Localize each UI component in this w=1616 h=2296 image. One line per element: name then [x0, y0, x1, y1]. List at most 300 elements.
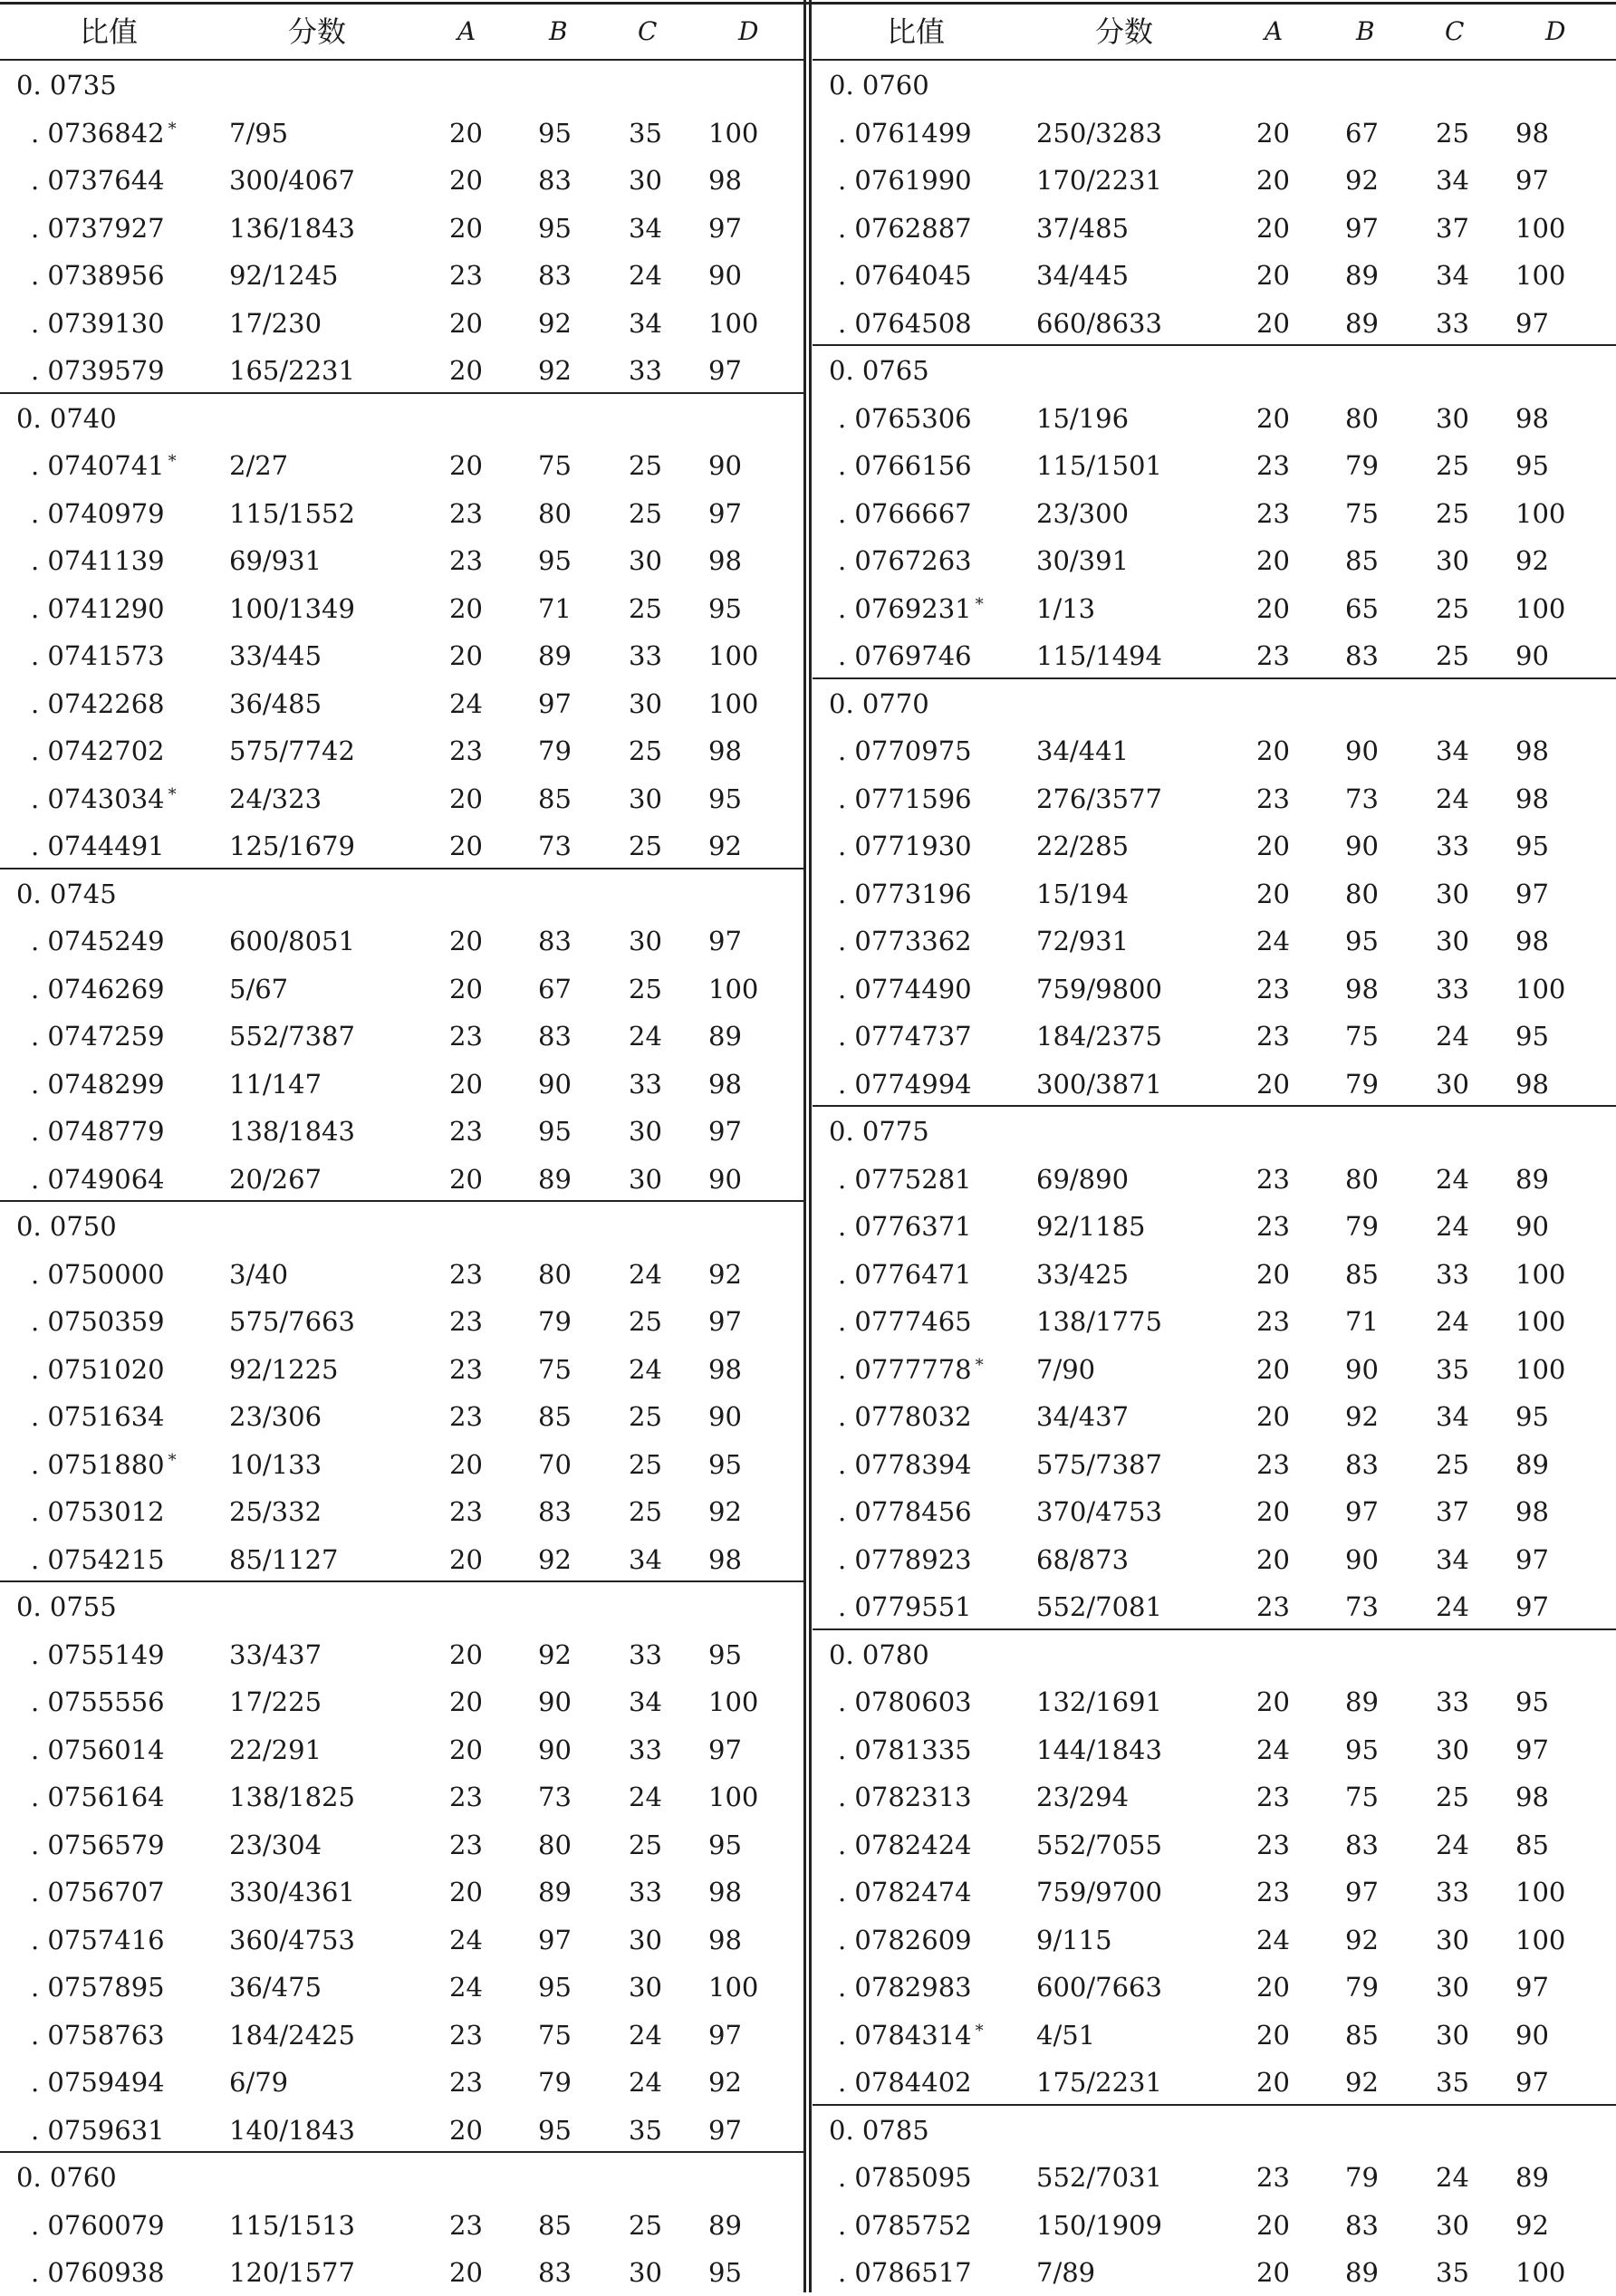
- ratio-cell: . 0742268: [31, 687, 165, 719]
- fraction-cell: 138/1825: [229, 1782, 355, 1812]
- ratio-cell: . 0784402: [838, 2067, 972, 2098]
- d-cell: 100: [1515, 1258, 1566, 1290]
- b-cell: 75: [1345, 497, 1379, 529]
- c-cell: 30: [1436, 2209, 1469, 2241]
- b-cell: 79: [1345, 450, 1379, 481]
- c-cell: 35: [1436, 2067, 1469, 2098]
- table-row: [0, 821, 806, 869]
- b-cell: 80: [538, 1258, 572, 1290]
- a-cell: 23: [1256, 973, 1290, 1004]
- c-cell: 34: [1436, 260, 1469, 291]
- table-row: [0, 1155, 806, 1203]
- b-cell: 89: [1345, 307, 1379, 339]
- a-cell: 20: [1256, 878, 1290, 909]
- header-d: D: [738, 16, 759, 46]
- fraction-cell: 34/445: [1036, 260, 1130, 291]
- table-row: [0, 204, 806, 252]
- c-cell: 25: [1436, 640, 1469, 671]
- a-cell: 20: [1256, 2067, 1290, 2098]
- ratio-cell: . 0769231 *: [838, 592, 984, 624]
- fraction-cell: 552/7081: [1036, 1591, 1162, 1622]
- c-cell: 33: [1436, 973, 1469, 1004]
- a-cell: 20: [449, 592, 483, 624]
- b-cell: 65: [1345, 592, 1379, 624]
- fraction-cell: 552/7031: [1036, 2162, 1162, 2193]
- table-row: [0, 1725, 806, 1773]
- group-label: 0. 0760: [16, 2162, 117, 2193]
- a-cell: 20: [1256, 1401, 1290, 1432]
- table-body: [0, 61, 806, 2296]
- a-cell: 23: [449, 1021, 483, 1052]
- b-cell: 97: [1345, 1496, 1379, 1527]
- ratio-cell: . 0786517: [838, 2257, 972, 2288]
- fraction-cell: 370/4753: [1036, 1496, 1162, 1527]
- fraction-cell: 36/485: [229, 687, 322, 719]
- asterisk-mark: *: [975, 1355, 984, 1375]
- d-cell: 100: [708, 1782, 759, 1812]
- a-cell: 20: [449, 212, 483, 244]
- table-row: [0, 2058, 806, 2106]
- a-cell: 23: [449, 1401, 483, 1432]
- c-cell: 25: [629, 450, 662, 481]
- fraction-cell: 7/95: [229, 117, 289, 149]
- fraction-cell: 24/323: [229, 783, 322, 814]
- a-cell: 23: [1256, 1306, 1290, 1337]
- table-row: [813, 204, 1616, 252]
- fraction-cell: 276/3577: [1036, 783, 1162, 814]
- c-cell: 33: [629, 355, 662, 386]
- d-cell: 97: [1515, 1734, 1549, 1765]
- c-cell: 24: [1436, 1591, 1469, 1622]
- table-row: [0, 965, 806, 1013]
- group-header-row: [0, 394, 806, 442]
- c-cell: 24: [1436, 1829, 1469, 1860]
- a-cell: 20: [449, 1543, 483, 1575]
- b-cell: 97: [1345, 212, 1379, 244]
- c-cell: 25: [1436, 1782, 1469, 1812]
- a-cell: 23: [1256, 640, 1290, 671]
- c-cell: 34: [629, 212, 662, 244]
- ratio-cell: . 0754215: [31, 1543, 165, 1575]
- table-row: [813, 2153, 1616, 2201]
- fraction-cell: 22/285: [1036, 831, 1130, 861]
- table-row: [813, 1868, 1616, 1916]
- ratio-cell: . 0751634: [31, 1401, 165, 1432]
- c-cell: 30: [1436, 1734, 1469, 1765]
- ratio-cell: . 0764045: [838, 260, 972, 291]
- c-cell: 35: [629, 117, 662, 149]
- d-cell: 95: [708, 1448, 742, 1480]
- ratio-cell: . 0782983: [838, 1972, 972, 2003]
- c-cell: 25: [1436, 1448, 1469, 1480]
- c-cell: 30: [1436, 545, 1469, 576]
- d-cell: 98: [1515, 735, 1549, 766]
- fraction-cell: 17/225: [229, 1686, 322, 1717]
- ratio-cell: . 0766667: [838, 497, 972, 529]
- d-cell: 95: [1515, 450, 1549, 481]
- table-row: [0, 1963, 806, 2011]
- asterisk-mark: *: [975, 2021, 984, 2041]
- fraction-cell: 23/306: [229, 1401, 322, 1432]
- c-cell: 34: [1436, 165, 1469, 196]
- fraction-cell: 15/194: [1036, 878, 1130, 909]
- d-cell: 100: [1515, 1306, 1566, 1337]
- d-cell: 90: [708, 1163, 742, 1195]
- d-cell: 100: [1515, 973, 1566, 1004]
- ratio-cell: . 0737927: [31, 212, 165, 244]
- b-cell: 71: [1345, 1306, 1379, 1337]
- d-cell: 100: [708, 973, 759, 1004]
- group-header-row: [813, 346, 1616, 394]
- a-cell: 24: [449, 1924, 483, 1955]
- d-cell: 97: [1515, 1591, 1549, 1622]
- header-fraction: 分数: [1095, 14, 1154, 49]
- b-cell: 83: [538, 926, 572, 956]
- table-row: [813, 917, 1616, 965]
- table-row: [0, 1677, 806, 1725]
- d-cell: 92: [1515, 2209, 1549, 2241]
- group-label: 0. 0770: [829, 687, 929, 719]
- header-ratio: 比值: [887, 14, 946, 49]
- table-row: [0, 631, 806, 679]
- c-cell: 33: [629, 1877, 662, 1907]
- b-cell: 89: [1345, 2257, 1379, 2288]
- fraction-cell: 9/115: [1036, 1924, 1112, 1955]
- ratio-cell: . 0756014: [31, 1734, 165, 1765]
- d-cell: 92: [1515, 545, 1549, 576]
- table-row: [813, 1582, 1616, 1630]
- table-row: [0, 1916, 806, 1964]
- c-cell: 34: [1436, 1401, 1469, 1432]
- c-cell: 34: [629, 1686, 662, 1717]
- a-cell: 20: [449, 831, 483, 861]
- fraction-cell: 7/89: [1036, 2257, 1096, 2288]
- a-cell: 23: [449, 545, 483, 576]
- d-cell: 98: [1515, 1496, 1549, 1527]
- b-cell: 95: [538, 117, 572, 149]
- table-row: [813, 2201, 1616, 2249]
- d-cell: 92: [708, 1496, 742, 1527]
- c-cell: 25: [1436, 450, 1469, 481]
- a-cell: 20: [449, 1638, 483, 1670]
- c-cell: 30: [629, 2257, 662, 2288]
- a-cell: 20: [449, 783, 483, 814]
- b-cell: 92: [1345, 1924, 1379, 1955]
- a-cell: 20: [449, 973, 483, 1004]
- fraction-cell: 136/1843: [229, 212, 355, 244]
- c-cell: 24: [1436, 1021, 1469, 1052]
- fraction-cell: 17/230: [229, 307, 322, 339]
- right-table-panel: [813, 0, 1616, 2292]
- table-header: [0, 5, 806, 61]
- b-cell: 85: [1345, 2019, 1379, 2051]
- table-row: [813, 1535, 1616, 1583]
- d-cell: 100: [1515, 2257, 1566, 2288]
- a-cell: 23: [1256, 1877, 1290, 1907]
- d-cell: 89: [708, 1021, 742, 1052]
- fraction-cell: 170/2231: [1036, 165, 1162, 196]
- b-cell: 73: [1345, 1591, 1379, 1622]
- ratio-cell: . 0774737: [838, 1021, 972, 1052]
- c-cell: 33: [1436, 1686, 1469, 1717]
- d-cell: 98: [708, 735, 742, 766]
- a-cell: 23: [1256, 450, 1290, 481]
- b-cell: 75: [1345, 1782, 1379, 1812]
- ratio-cell: . 0759631: [31, 2114, 165, 2146]
- ratio-cell: . 0773196: [838, 878, 972, 909]
- c-cell: 25: [1436, 592, 1469, 624]
- b-cell: 75: [538, 450, 572, 481]
- d-cell: 92: [708, 1258, 742, 1290]
- fraction-cell: 92/1225: [229, 1353, 339, 1385]
- table-row: [0, 1630, 806, 1678]
- c-cell: 30: [629, 1972, 662, 2003]
- ratio-cell: . 0739130: [31, 307, 165, 339]
- a-cell: 20: [1256, 545, 1290, 576]
- b-cell: 83: [538, 2257, 572, 2288]
- fraction-cell: 11/147: [229, 1068, 322, 1100]
- b-cell: 67: [1345, 117, 1379, 149]
- table-row: [813, 536, 1616, 584]
- table-row: [813, 2248, 1616, 2296]
- d-cell: 100: [708, 1972, 759, 2003]
- b-cell: 75: [1345, 1021, 1379, 1052]
- group-label: 0. 0785: [829, 2114, 929, 2146]
- d-cell: 98: [708, 1068, 742, 1100]
- d-cell: 98: [1515, 402, 1549, 434]
- table-body: [813, 61, 1616, 2296]
- table-row: [813, 1012, 1616, 1060]
- a-cell: 20: [449, 355, 483, 386]
- c-cell: 34: [1436, 1543, 1469, 1575]
- a-cell: 20: [1256, 260, 1290, 291]
- ratio-cell: . 0738956: [31, 260, 165, 291]
- a-cell: 20: [1256, 1972, 1290, 2003]
- ratio-cell: . 0778032: [838, 1401, 972, 1432]
- fraction-cell: 10/133: [229, 1448, 322, 1480]
- group-label: 0. 0735: [16, 70, 117, 101]
- d-cell: 97: [708, 212, 742, 244]
- a-cell: 20: [449, 1163, 483, 1195]
- ratio-cell: . 0740979: [31, 497, 165, 529]
- c-cell: 25: [629, 1306, 662, 1337]
- c-cell: 34: [1436, 735, 1469, 766]
- c-cell: 30: [629, 545, 662, 576]
- ratio-cell: . 0771596: [838, 783, 972, 814]
- ratio-cell: . 0742702: [31, 735, 165, 766]
- b-cell: 89: [1345, 1686, 1379, 1717]
- b-cell: 80: [538, 497, 572, 529]
- table-header: [813, 5, 1616, 61]
- d-cell: 90: [1515, 1211, 1549, 1242]
- left-table-panel: [0, 0, 806, 2292]
- fraction-cell: 37/485: [1036, 212, 1130, 244]
- fraction-cell: 68/873: [1036, 1543, 1130, 1575]
- a-cell: 20: [449, 1734, 483, 1765]
- a-cell: 20: [449, 1448, 483, 1480]
- b-cell: 80: [1345, 1163, 1379, 1195]
- d-cell: 97: [1515, 1543, 1549, 1575]
- group-header-row: [0, 61, 806, 109]
- c-cell: 33: [629, 640, 662, 671]
- ratio-cell: . 0757895: [31, 1972, 165, 2003]
- d-cell: 92: [708, 831, 742, 861]
- c-cell: 30: [629, 926, 662, 956]
- a-cell: 23: [1256, 1782, 1290, 1812]
- a-cell: 23: [449, 1258, 483, 1290]
- fraction-cell: 360/4753: [229, 1924, 355, 1955]
- ratio-cell: . 0777465: [838, 1306, 972, 1337]
- d-cell: 97: [708, 497, 742, 529]
- header-b: B: [549, 16, 568, 46]
- a-cell: 20: [449, 117, 483, 149]
- b-cell: 90: [538, 1686, 572, 1717]
- d-cell: 100: [1515, 1353, 1566, 1385]
- d-cell: 92: [708, 2067, 742, 2098]
- b-cell: 98: [1345, 973, 1379, 1004]
- ratio-cell: . 0761990: [838, 165, 972, 196]
- b-cell: 95: [1345, 1734, 1379, 1765]
- table-row: [0, 726, 806, 774]
- b-cell: 83: [538, 260, 572, 291]
- c-cell: 30: [629, 1924, 662, 1955]
- d-cell: 90: [708, 1401, 742, 1432]
- a-cell: 20: [1256, 117, 1290, 149]
- ratio-cell: . 0758763: [31, 2019, 165, 2051]
- d-cell: 98: [1515, 926, 1549, 956]
- a-cell: 20: [1256, 165, 1290, 196]
- d-cell: 100: [1515, 212, 1566, 244]
- c-cell: 34: [629, 307, 662, 339]
- a-cell: 20: [449, 307, 483, 339]
- b-cell: 89: [538, 1163, 572, 1195]
- b-cell: 90: [1345, 1543, 1379, 1575]
- fraction-cell: 165/2231: [229, 355, 355, 386]
- d-cell: 100: [708, 307, 759, 339]
- b-cell: 90: [1345, 1353, 1379, 1385]
- table-row: [0, 1772, 806, 1820]
- d-cell: 95: [708, 783, 742, 814]
- a-cell: 23: [449, 497, 483, 529]
- fraction-cell: 30/391: [1036, 545, 1130, 576]
- d-cell: 98: [708, 1543, 742, 1575]
- table-row: [0, 1392, 806, 1440]
- fraction-cell: 300/3871: [1036, 1068, 1162, 1100]
- header-fraction: 分数: [288, 14, 347, 49]
- d-cell: 98: [708, 545, 742, 576]
- a-cell: 20: [449, 2257, 483, 2288]
- b-cell: 79: [1345, 1211, 1379, 1242]
- a-cell: 23: [449, 1496, 483, 1527]
- table-row: [813, 394, 1616, 442]
- table-row: [813, 1820, 1616, 1869]
- c-cell: 25: [629, 1401, 662, 1432]
- d-cell: 98: [708, 1877, 742, 1907]
- header-c: C: [638, 16, 658, 46]
- d-cell: 98: [1515, 1068, 1549, 1100]
- b-cell: 95: [538, 545, 572, 576]
- b-cell: 85: [538, 783, 572, 814]
- fraction-cell: 36/475: [229, 1972, 322, 2003]
- c-cell: 24: [629, 2067, 662, 2098]
- fraction-cell: 22/291: [229, 1734, 322, 1765]
- ratio-cell: . 0776371: [838, 1211, 972, 1242]
- ratio-cell: . 0777778 *: [838, 1353, 984, 1385]
- c-cell: 24: [629, 1782, 662, 1812]
- c-cell: 25: [629, 1829, 662, 1860]
- b-cell: 90: [1345, 735, 1379, 766]
- a-cell: 24: [1256, 1734, 1290, 1765]
- d-cell: 100: [1515, 1924, 1566, 1955]
- b-cell: 95: [538, 2114, 572, 2146]
- table-row: [0, 584, 806, 632]
- fraction-cell: 660/8633: [1036, 307, 1162, 339]
- table-row: [813, 1202, 1616, 1250]
- table-row: [813, 1155, 1616, 1203]
- header-c: C: [1445, 16, 1465, 46]
- a-cell: 20: [449, 1068, 483, 1100]
- b-cell: 75: [538, 2019, 572, 2051]
- b-cell: 92: [1345, 165, 1379, 196]
- b-cell: 92: [1345, 2067, 1379, 2098]
- ratio-cell: . 0753012: [31, 1496, 165, 1527]
- b-cell: 92: [538, 307, 572, 339]
- d-cell: 95: [708, 1829, 742, 1860]
- fraction-cell: 23/300: [1036, 497, 1130, 529]
- fraction-cell: 33/437: [229, 1638, 322, 1670]
- table-row: [813, 2058, 1616, 2106]
- a-cell: 20: [1256, 1496, 1290, 1527]
- a-cell: 20: [449, 2114, 483, 2146]
- d-cell: 97: [1515, 878, 1549, 909]
- c-cell: 30: [1436, 402, 1469, 434]
- fraction-cell: 69/890: [1036, 1163, 1130, 1195]
- fraction-cell: 125/1679: [229, 831, 355, 861]
- a-cell: 23: [1256, 497, 1290, 529]
- a-cell: 20: [1256, 1353, 1290, 1385]
- a-cell: 20: [449, 926, 483, 956]
- table-row: [813, 774, 1616, 822]
- table-row: [813, 1060, 1616, 1108]
- c-cell: 37: [1436, 212, 1469, 244]
- table-row: [813, 1487, 1616, 1535]
- fraction-cell: 23/304: [229, 1829, 322, 1860]
- fraction-cell: 4/51: [1036, 2019, 1096, 2051]
- table-row: [813, 1677, 1616, 1725]
- fraction-cell: 575/7387: [1036, 1448, 1162, 1480]
- table-row: [813, 109, 1616, 157]
- c-cell: 30: [1436, 878, 1469, 909]
- d-cell: 97: [708, 1306, 742, 1337]
- d-cell: 95: [708, 2257, 742, 2288]
- ratio-cell: . 0771930: [838, 831, 972, 861]
- table-row: [0, 1440, 806, 1488]
- c-cell: 33: [629, 1068, 662, 1100]
- b-cell: 79: [1345, 1068, 1379, 1100]
- d-cell: 95: [1515, 831, 1549, 861]
- ratio-cell: . 0736842 *: [31, 117, 177, 149]
- ratio-cell: . 0778456: [838, 1496, 972, 1527]
- table-row: [0, 1060, 806, 1108]
- d-cell: 89: [1515, 2162, 1549, 2193]
- group-header-row: [0, 2153, 806, 2201]
- group-header-row: [813, 2106, 1616, 2154]
- fraction-cell: 20/267: [229, 1163, 322, 1195]
- c-cell: 37: [1436, 1496, 1469, 1527]
- header-a: A: [457, 16, 476, 46]
- b-cell: 75: [538, 1353, 572, 1385]
- ratio-cell: . 0757416: [31, 1924, 165, 1955]
